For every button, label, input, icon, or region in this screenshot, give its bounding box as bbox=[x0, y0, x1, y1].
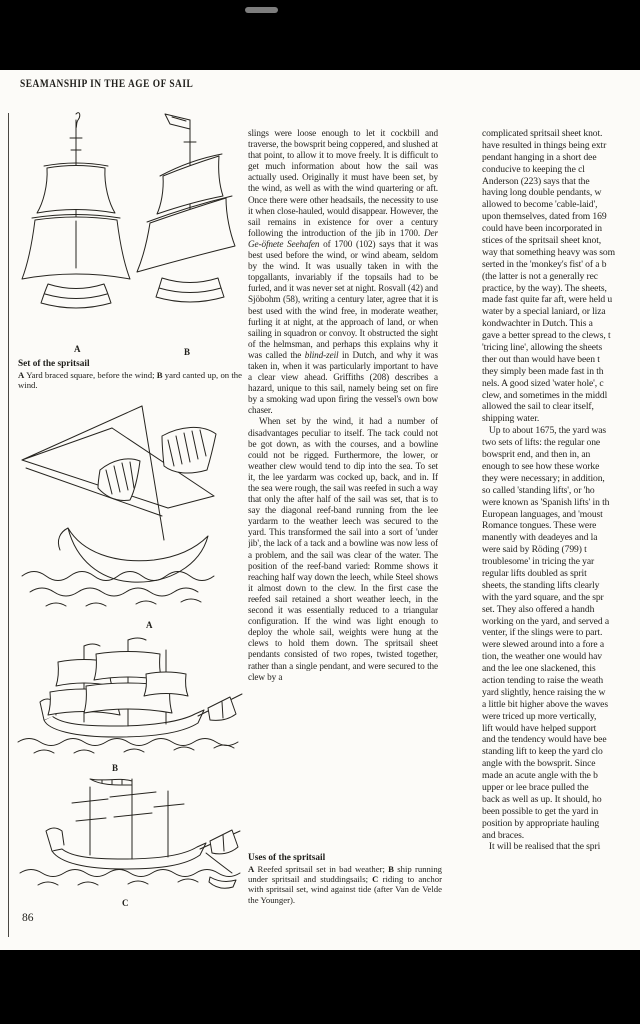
figure-ship-running-illustration bbox=[14, 636, 246, 762]
text-line: and braces. bbox=[482, 829, 525, 841]
figure-label-a: A bbox=[74, 344, 81, 354]
paragraph bbox=[248, 128, 438, 416]
caption-heading: Set of the spritsail bbox=[18, 359, 90, 369]
text-run: Yard braced square, before the wind; bbox=[24, 370, 157, 380]
running-head: SEAMANSHIP IN THE AGE OF SAIL bbox=[20, 78, 194, 90]
text-run: A bbox=[248, 864, 255, 874]
text-line: having long double pendants, w bbox=[482, 187, 602, 199]
text-line: kondwachter in Dutch. This a bbox=[482, 318, 593, 330]
text-line: working on the yard, and served a bbox=[482, 615, 609, 627]
text-line: were said by Röding (799) t bbox=[482, 544, 587, 556]
text-line: (the latter is not a generally rec bbox=[482, 270, 598, 282]
text-column-right bbox=[482, 128, 640, 864]
text-run: C bbox=[372, 874, 379, 885]
book-page bbox=[0, 70, 640, 950]
figure-label-c: C bbox=[122, 898, 129, 908]
text-line: made fast quite far aft, were held u bbox=[482, 294, 613, 306]
text-line: European languages, and 'moust bbox=[482, 508, 603, 520]
text-line: allowed the sail to clear itself, bbox=[482, 401, 594, 413]
text-line: angle with the bowsprit. Since bbox=[482, 758, 596, 770]
text-line: complicated spritsail sheet knot. bbox=[482, 128, 603, 139]
figure-reefed-spritsail-storm-illustration bbox=[16, 398, 246, 618]
text-line: troublesome' in tricing the yar bbox=[482, 556, 595, 568]
text-line: conducive to keeping the cl bbox=[482, 163, 585, 175]
text-run: blind-zeil bbox=[304, 349, 339, 360]
text-line: lift would have helped support bbox=[482, 722, 597, 734]
text-line: allowed to become 'cable-laid', bbox=[482, 199, 598, 211]
text-run: in Dutch, and why it was taken in, when it was particularly important to have a clear view ahead. Griffiths (208) describes a hazard, unique to this sail, namely being set on fire by a smoking wad upon firing the vessel's own bow chaser. bbox=[248, 349, 438, 416]
text-line: It will be realised that the spri bbox=[482, 841, 601, 853]
text-run: of 1700 (102) says that it was best used before the wind, or wind abeam, seldom by the wind. It was usually taken in with the topgallants, invariably if the topsails had to be furled, and it was never set at night. Rosvall (42) and Sjöbohm (58), writing a century later, agree that it is best used with the wind free, in moderate weather, furling it at night, at the approach of land, or when sailing in squadron or convoy. It obstructed the sight of the helmsman, and perhaps this explains why it was called the bbox=[248, 238, 438, 360]
text-line: could have been incorporated in bbox=[482, 223, 602, 235]
text-line: back as well as up. It should, ho bbox=[482, 793, 602, 805]
text-line: enough to see how these worke bbox=[482, 460, 600, 472]
text-line: water by a special laniard, or liza bbox=[482, 306, 606, 318]
text-line: practice, by the way). The sheets, bbox=[482, 282, 607, 294]
text-line: position by appropriate hauling bbox=[482, 817, 600, 829]
text-line: upper or lee brace pulled the bbox=[482, 781, 589, 793]
text-line: regular lifts doubled as sprit bbox=[482, 567, 587, 579]
text-run: riding to anchor with spritsail set, wind against tide (after Van de Velde the Younger). bbox=[248, 874, 442, 905]
text-line: upon themselves, dated from 169 bbox=[482, 211, 607, 223]
text-line: Up to about 1675, the yard was bbox=[482, 425, 607, 437]
text-line: two sets of lifts: the regular one bbox=[482, 437, 601, 449]
text-line: nels. A good sized 'water hole', c bbox=[482, 377, 604, 389]
text-line: stices of the spritsail sheet knot, bbox=[482, 235, 602, 247]
text-line: they simply been made fast in th bbox=[482, 365, 604, 377]
text-line: and the lee one slackened, this bbox=[482, 663, 596, 675]
figure-label-b: B bbox=[184, 347, 191, 357]
text-line: action tending to raise the weath bbox=[482, 674, 604, 686]
text-line: sheets, the standing lifts clearly bbox=[482, 579, 600, 591]
text-line: so called 'standing lifts', or 'ho bbox=[482, 484, 595, 496]
text-line: manently with deadeyes and la bbox=[482, 532, 598, 544]
text-line: set. They also offered a handh bbox=[482, 603, 595, 615]
text-run: A bbox=[18, 370, 25, 380]
caption-body bbox=[248, 864, 442, 905]
figure-label-a: A bbox=[146, 620, 153, 630]
text-line: a little bit higher above the waves bbox=[482, 698, 608, 710]
text-run: slings were loose enough to let it cockbill and traverse, the bowsprit being coppered, and slushed at that point, to allow it to move freely. It is difficult to get much information about how the sail was actually used. Originally it must have been set, by the wind, as well as with the wind quartering or aft. Once there were other headsails, the necessity to use it when close-hauled, would disappear. However, the sail remains in existence for over a century following the introduction of the jib in 1700. bbox=[248, 128, 438, 238]
text-line: bowsprit end, and then in, an bbox=[482, 449, 591, 461]
page-number: 86 bbox=[22, 912, 34, 924]
caption-set-of-spritsail bbox=[18, 359, 242, 390]
text-run: B bbox=[156, 370, 163, 380]
caption-body bbox=[18, 370, 242, 390]
text-line: serted in the 'monkey's fist' of a b bbox=[482, 258, 607, 270]
caption-uses-of-spritsail bbox=[248, 853, 442, 905]
text-line: been possible to get the yard in bbox=[482, 805, 599, 817]
text-line: tion, the weather one would hav bbox=[482, 651, 602, 663]
text-run: Reefed spritsail set in bad weather; bbox=[254, 864, 389, 874]
text-line: they were necessary; in addition, bbox=[482, 472, 605, 484]
text-line: with the yard square, and the spr bbox=[482, 591, 604, 603]
text-line: Anderson (223) says that the bbox=[482, 175, 590, 187]
text-line: and the tendency would have bee bbox=[482, 734, 607, 746]
text-line: shipping water. bbox=[482, 413, 540, 425]
text-line: way that something heavy was som bbox=[482, 246, 615, 258]
text-line: clew, and sometimes in the middl bbox=[482, 389, 608, 401]
text-line: made an acute angle with the b bbox=[482, 770, 598, 782]
figure-label-b: B bbox=[112, 763, 119, 773]
text-run: yard canted up, on the wind. bbox=[18, 370, 243, 391]
paragraph bbox=[248, 416, 438, 682]
caption-heading: Uses of the spritsail bbox=[248, 853, 326, 863]
text-line: 'tricing line', allowing the sheets bbox=[482, 342, 603, 354]
text-line: standing lift to keep the yard clo bbox=[482, 746, 603, 758]
page-edge-line bbox=[8, 113, 9, 937]
text-line: venter, if the slings were to part. bbox=[482, 627, 603, 639]
text-run: ship running under spritsail and studdingsails; bbox=[248, 864, 443, 885]
text-column-middle bbox=[248, 128, 438, 852]
text-line: were slewed around into a fore a bbox=[482, 639, 604, 651]
text-run: B bbox=[388, 864, 394, 874]
text-run: Der Ge-öfnete Seehafen bbox=[248, 227, 438, 249]
figure-ship-at-anchor-illustration bbox=[14, 775, 246, 897]
text-line: have resulted in things being extr bbox=[482, 139, 607, 151]
text-line: were triced up more vertically, bbox=[482, 710, 597, 722]
text-line: Romance tongues. These were bbox=[482, 520, 597, 532]
text-line: ther out than would have been t bbox=[482, 353, 600, 365]
figure-set-of-spritsail-illustration bbox=[14, 108, 244, 340]
text-line: yard slightly, hence raising the w bbox=[482, 686, 606, 698]
text-line: were known as 'Spanish lifts' in th bbox=[482, 496, 610, 508]
text-line: pendant hanging in a short dee bbox=[482, 151, 597, 163]
text-line: gave a better spread to the clews, t bbox=[482, 330, 611, 342]
drag-handle-icon[interactable] bbox=[245, 7, 278, 13]
text-run: When set by the wind, it had a number of disadvantages peculiar to itself. The tack could not be got down, as with the courses, and a bowline could not be rigged. Furthermore, the lower, or weather clew would tend to dip into the sea. To set it, the lee yardarm was cocked up, back, and in. If the sea were rough, the sail was reefed in such a way that only the after half of the sail was set, that is to say the diagonal reef-band running from the lee yardarm to the weather leech was secured to the yard. This transformed the sail into a sort of 'under jib', the lack of a tack and a bowline was now less of a problem, and the sail was clear of the water. The position of the reef-band varied: Romme shows it reaching half way down the leech, while Steel shows it almost down to the clew. In the first case the reefed sail retained a short weather leech, in the second it was essentially reduced to a triangular configuration. If the wind was light enough to deploy the whole sail, weights were hung at the clews to hold them down. The spritsail sheet pendants consisted of two ropes, twisted together, rather than a single pendant, and were secured to the clew by a bbox=[248, 416, 438, 682]
